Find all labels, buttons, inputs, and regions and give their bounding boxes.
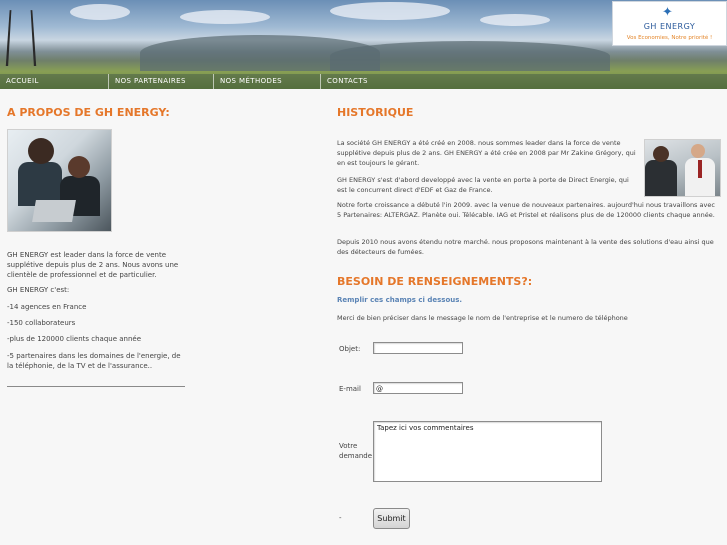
main-nav	[0, 74, 727, 89]
about-list-title: GH ENERGY c'est:	[7, 286, 70, 294]
site-logo[interactable]	[612, 1, 727, 46]
about-title: A PROPOS DE GH ENERGY:	[7, 106, 170, 119]
laptop-icon	[32, 200, 76, 222]
cloud-shape	[180, 10, 270, 24]
about-list-item: -150 collaborateurs	[7, 319, 76, 327]
form-instruction: Merci de bien préciser dans le message le nom de l'entreprise et le numero de téléphone	[337, 314, 628, 322]
photo-figure	[68, 156, 90, 178]
subject-label: Objet:	[339, 345, 361, 353]
photo-figure	[653, 146, 669, 162]
about-list-item: -plus de 120000 clients chaque année	[7, 335, 142, 343]
mountain-shape	[330, 41, 610, 71]
message-label: Votre demande	[339, 442, 373, 460]
submit-button[interactable]: Submit	[373, 508, 410, 529]
cloud-shape	[480, 14, 550, 26]
photo-figure	[691, 144, 705, 158]
about-list-item: -14 agences en France	[7, 303, 87, 311]
email-label: E-mail	[339, 385, 361, 393]
logo-figure-icon: ✦	[662, 5, 673, 20]
history-title: HISTORIQUE	[337, 106, 414, 119]
history-paragraph: La société GH ENERGY a été créé en 2008. nous sommes leader dans la force de vente supplétive depuis plus de 2 ans. GH ENERGY a été crée en 2008 par Mr Zakine Grégory, qui en est toujours le gérant.	[337, 139, 636, 167]
logo-tagline: Vos Economies, Notre priorité !	[626, 35, 713, 41]
subject-input[interactable]	[373, 342, 463, 354]
email-input[interactable]: @	[373, 382, 463, 394]
photo-figure	[28, 138, 54, 164]
history-paragraph: GH ENERGY s'est d'abord developpé avec la vente en porte à porte de Direct Energie, qui est le concurrent direct d'EDF et Gaz de France.	[337, 176, 629, 194]
team-photo	[7, 129, 112, 232]
nav-item-methodes[interactable]: NOS MÉTHODES	[213, 74, 282, 89]
section-divider	[7, 386, 185, 387]
logo-name: GH ENERGY	[643, 22, 696, 31]
form-hint: Remplir ces champs ci dessous.	[337, 296, 463, 304]
tie-shape	[698, 160, 702, 178]
cloud-shape	[330, 2, 450, 20]
nav-item-partenaires[interactable]: NOS PARTENAIRES	[108, 74, 186, 89]
meeting-photo	[644, 139, 721, 197]
photo-figure	[645, 160, 677, 197]
nav-item-contacts[interactable]: CONTACTS	[320, 74, 368, 89]
message-textarea[interactable]: Tapez ici vos commentaires	[373, 421, 602, 482]
about-intro: GH ENERGY est leader dans la force de vente supplétive depuis plus de 2 ans. Nous avons une clientèle de professionnel et de particulier.	[7, 251, 179, 279]
cloud-shape	[70, 4, 130, 20]
antenna-tower-icon	[6, 10, 36, 66]
header-banner	[0, 0, 727, 89]
about-list-item: -5 partenaires dans les domaines de l'energie, de la téléphonie, de la TV et de l'assurance..	[7, 352, 181, 370]
history-paragraph: Notre forte croissance a débuté l'in 2009. avec la venue de nouveaux partenaires. aujourd'hui nous travaillons avec 5 Partenaires: ALTERGAZ. Planète oui. Télécable. IAG et Pristel et réalisons plus de de 120000 clients chaque année.	[337, 201, 715, 219]
contact-title: BESOIN DE RENSEIGNEMENTS?:	[337, 275, 533, 288]
history-paragraph: Depuis 2010 nous avons étendu notre marché. nous proposons maintenant à la vente des solutions d'eau ainsi que des détecteurs de fumées.	[337, 238, 714, 256]
nav-item-accueil[interactable]: ACCUEIL	[6, 77, 39, 85]
misc-label: -	[339, 514, 342, 522]
